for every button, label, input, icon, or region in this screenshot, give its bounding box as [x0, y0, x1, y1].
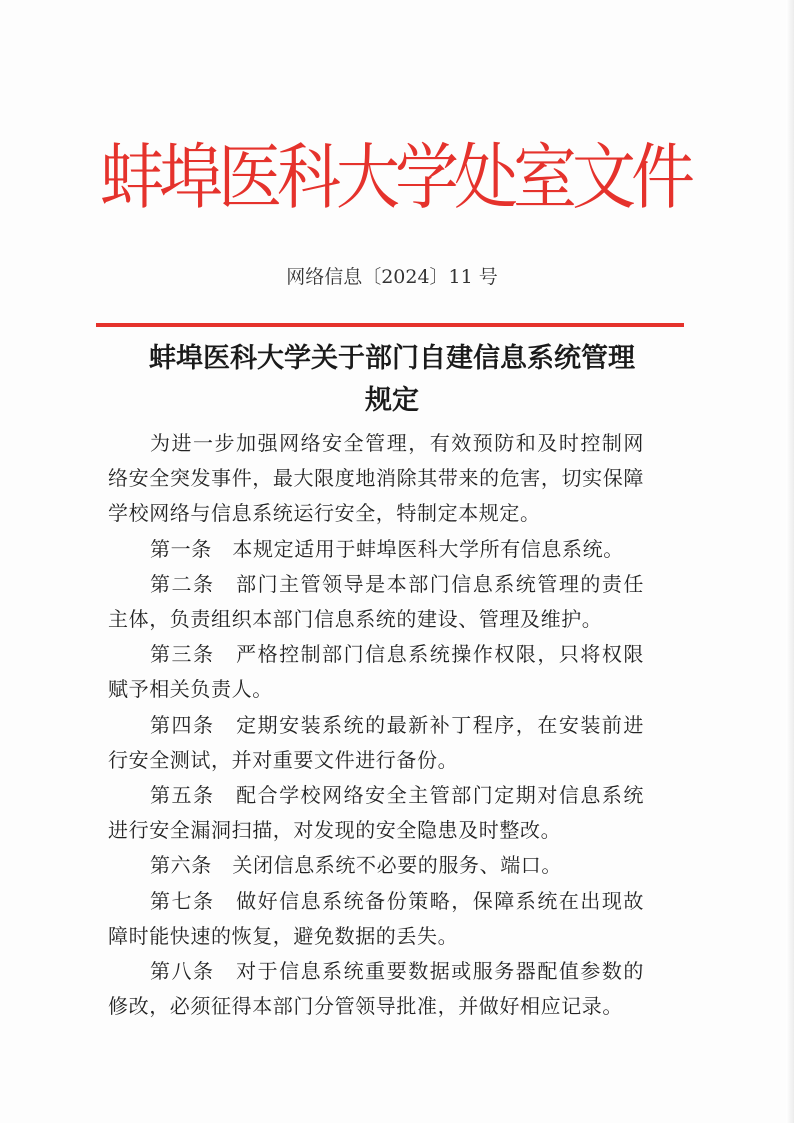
red-divider-line — [96, 323, 684, 327]
article-8: 第八条 对于信息系统重要数据或服务器配值参数的修改，必须征得本部门分管领导批准，并做好相应记录。 — [108, 959, 644, 1019]
page-edge-shadow — [786, 0, 794, 1123]
article-2: 第二条 部门主管领导是本部门信息系统管理的责任主体，负责组织本部门信息系统的建设、管理及维护。 — [108, 571, 644, 632]
document-number: 网络信息〔2024〕11 号 — [286, 266, 498, 288]
article-5: 第五条 配合学校网络安全主管部门定期对信息系统进行安全漏洞扫描，对发现的安全隐患及时整改。 — [108, 783, 644, 843]
article-7: 第七条 做好信息系统备份策略，保障系统在出现故障时能快速的恢复，避免数据的丢失。 — [108, 888, 644, 948]
document-title-line-1: 蚌埠医科大学关于部门自建信息系统管理 — [149, 343, 635, 374]
article-6: 第六条 关闭信息系统不必要的服务、端口。 — [150, 853, 562, 878]
document-title — [100, 338, 684, 422]
document-body — [108, 426, 644, 1024]
preamble-paragraph: 为进一步加强网络安全管理，有效预防和及时控制网络安全突发事件，最大限度地消除其带来的危害，切实保障学校网络与信息系统运行安全，特制定本规定。 — [108, 431, 644, 526]
document-title-line-2: 规定 — [365, 385, 419, 416]
article-1: 第一条 本规定适用于蚌埠医科大学所有信息系统。 — [150, 536, 624, 561]
article-3: 第三条 严格控制部门信息系统操作权限，只将权限赋予相关负责人。 — [108, 642, 644, 702]
issuer-header: 蚌埠医科大学处室文件 — [100, 136, 690, 220]
article-4: 第四条 定期安装系统的最新补丁程序，在安装前进行安全测试，并对重要文件进行备份。 — [108, 712, 644, 772]
